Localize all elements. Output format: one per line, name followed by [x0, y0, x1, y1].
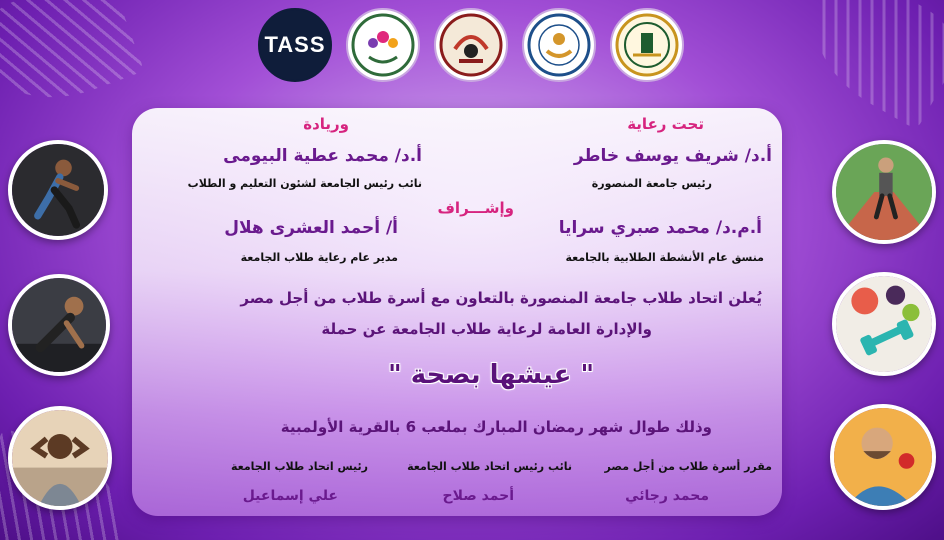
runner-photo — [8, 140, 108, 240]
vice-president-name: أ.د/ محمد عطية البيومى — [223, 146, 422, 166]
signatory-title: مقرر أسرة طلاب من أجل مصر — [604, 460, 772, 473]
relaxing-man-photo — [8, 406, 112, 510]
announcement-panel — [132, 108, 782, 516]
student-welfare-icon — [349, 11, 417, 79]
mansoura-university-logo — [610, 8, 684, 82]
coordinator-title: منسق عام الأنشطة الطلابية بالجامعة — [565, 251, 764, 264]
announcement-line-1: يُعلن اتحاد طلاب جامعة المنصورة بالتعاون مع أسرة طلاب من أجل مصر — [240, 289, 762, 307]
student-union-logo — [522, 8, 596, 82]
announcement-line-2: والإدارة العامة لرعاية طلاب الجامعة عن حملة — [321, 320, 652, 338]
director-name: أ/ أحمد العشرى هلال — [224, 218, 398, 238]
signatory-name: علي إسماعيل — [242, 488, 338, 504]
youth-ministry-logo — [434, 8, 508, 82]
signatory-title: نائب رئيس اتحاد طلاب الجامعة — [407, 460, 572, 473]
sponsor-logos — [250, 8, 690, 86]
vice-president-title: نائب رئيس الجامعة لشئون التعليم و الطلاب — [187, 177, 422, 190]
jogger-photo — [832, 140, 936, 244]
signatory-title: رئيس اتحاد طلاب الجامعة — [230, 460, 368, 473]
signatory-name: أحمد صلاح — [442, 488, 514, 504]
tass-logo: TASS — [258, 8, 332, 82]
campaign-title: " عيشها بصحة " — [388, 360, 594, 390]
workout-photo — [8, 274, 110, 376]
patron-title: رئيس جامعة المنصورة — [591, 177, 712, 190]
decorative-palm-leaf — [0, 0, 144, 122]
supervision-heading: وإشـــراف — [437, 199, 514, 217]
fruit-dumbbell-photo — [832, 272, 936, 376]
schedule-line: وذلك طوال شهر رمضان المبارك بملعب 6 بالقرية الأولمبية — [280, 418, 712, 436]
decorative-palm-leaf — [787, 0, 944, 130]
signatory-name: محمد رجائي — [625, 488, 709, 504]
student-union-icon — [525, 11, 593, 79]
man-apple-photo — [830, 404, 936, 510]
coordinator-name: أ.م.د/ محمد صبري سرايا — [558, 218, 762, 238]
mansoura-university-icon — [613, 11, 681, 79]
sponsorship-heading: تحت رعاية — [627, 115, 704, 133]
student-welfare-logo — [346, 8, 420, 82]
visit-heading: وريادة — [303, 115, 349, 133]
youth-ministry-icon — [437, 11, 505, 79]
patron-name: أ.د/ شريف يوسف خاطر — [573, 146, 772, 166]
director-title: مدير عام رعاية طلاب الجامعة — [240, 251, 398, 264]
